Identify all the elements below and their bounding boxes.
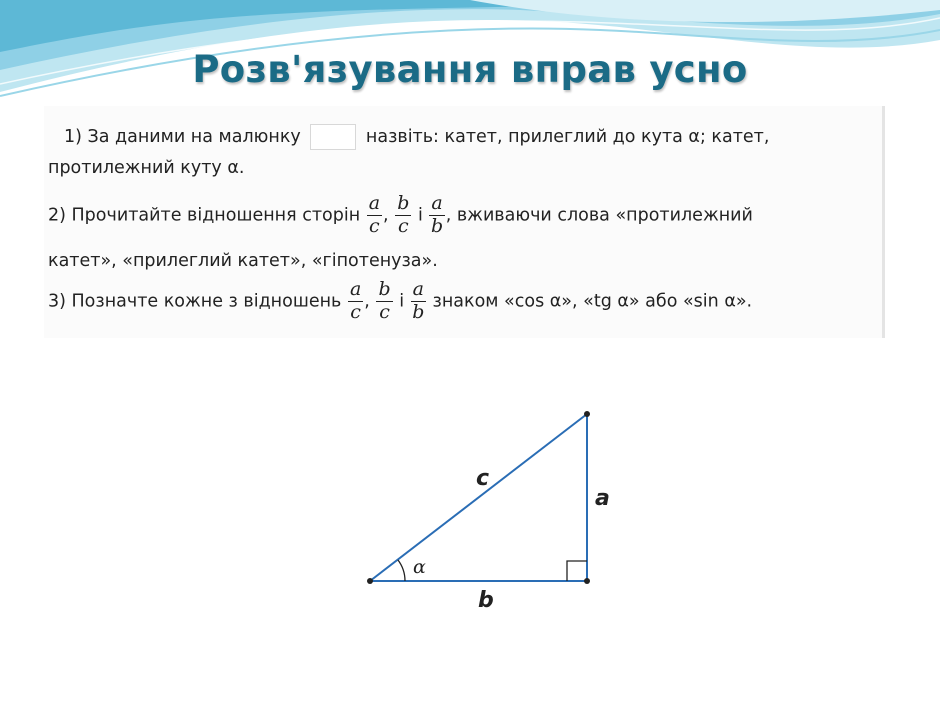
vertex-dot bbox=[584, 411, 590, 417]
task-1-question: назвіть: катет, прилеглий до кута α; катет, bbox=[365, 127, 770, 147]
conjunction-and: і bbox=[417, 205, 423, 226]
fraction-b-over-c bbox=[395, 194, 411, 237]
comma: , bbox=[364, 291, 370, 312]
task-2-question: , вживаючи слова «протилежний bbox=[445, 205, 753, 226]
task-1-line-2: протилежний куту α. bbox=[48, 158, 245, 178]
fraction-numerator: b bbox=[397, 192, 410, 214]
fraction-numerator: a bbox=[412, 278, 424, 300]
task-1-intro: 1) За даними на малюнку bbox=[64, 127, 301, 147]
fraction-a-over-b bbox=[429, 194, 444, 237]
vertex-dot bbox=[584, 578, 590, 584]
fraction-denominator: b bbox=[412, 300, 425, 323]
angle-label-alpha: α bbox=[413, 556, 426, 578]
fraction-numerator: b bbox=[378, 278, 391, 300]
angle-alpha-arc bbox=[398, 560, 405, 581]
fraction-a-over-c bbox=[367, 194, 382, 237]
fraction-denominator: c bbox=[350, 300, 361, 323]
fraction-a-over-b bbox=[411, 280, 426, 323]
fraction-denominator: c bbox=[379, 300, 390, 323]
slide-title: Розв'язування вправ усно bbox=[192, 48, 748, 91]
fraction-denominator: b bbox=[430, 214, 444, 237]
fraction-a-over-c bbox=[348, 280, 363, 323]
task-2-line-1 bbox=[48, 194, 753, 237]
vertex-dot bbox=[367, 578, 373, 584]
task-3-question: знаком «cos α», «tg α» або «sin α». bbox=[432, 291, 753, 312]
fraction-b-over-c bbox=[376, 280, 392, 323]
side-label-c: c bbox=[476, 466, 490, 491]
side-label-a: a bbox=[595, 486, 610, 511]
hypotenuse-c bbox=[370, 414, 587, 581]
task-3-intro: 3) Позначте кожне з відношень bbox=[48, 291, 342, 312]
right-angle-mark bbox=[567, 561, 587, 581]
fraction-denominator: c bbox=[369, 214, 380, 237]
fraction-numerator: a bbox=[349, 278, 362, 300]
task-2-intro: 2) Прочитайте відношення сторін bbox=[48, 205, 361, 226]
exercise-text-block bbox=[44, 106, 885, 338]
comma: , bbox=[383, 205, 389, 226]
fraction-numerator: a bbox=[368, 192, 381, 214]
fraction-denominator: c bbox=[397, 214, 409, 237]
task-3-line-1 bbox=[48, 280, 752, 323]
triangle-drawing bbox=[330, 395, 630, 620]
right-triangle-figure bbox=[330, 395, 630, 620]
task-1-line-1 bbox=[64, 124, 769, 150]
picture-reference-box bbox=[310, 124, 356, 150]
conjunction-and: і bbox=[399, 291, 405, 312]
fraction-numerator: a bbox=[431, 192, 443, 214]
side-label-b: b bbox=[478, 588, 494, 613]
task-2-line-2: катет», «прилеглий катет», «гіпотенуза». bbox=[48, 251, 438, 271]
